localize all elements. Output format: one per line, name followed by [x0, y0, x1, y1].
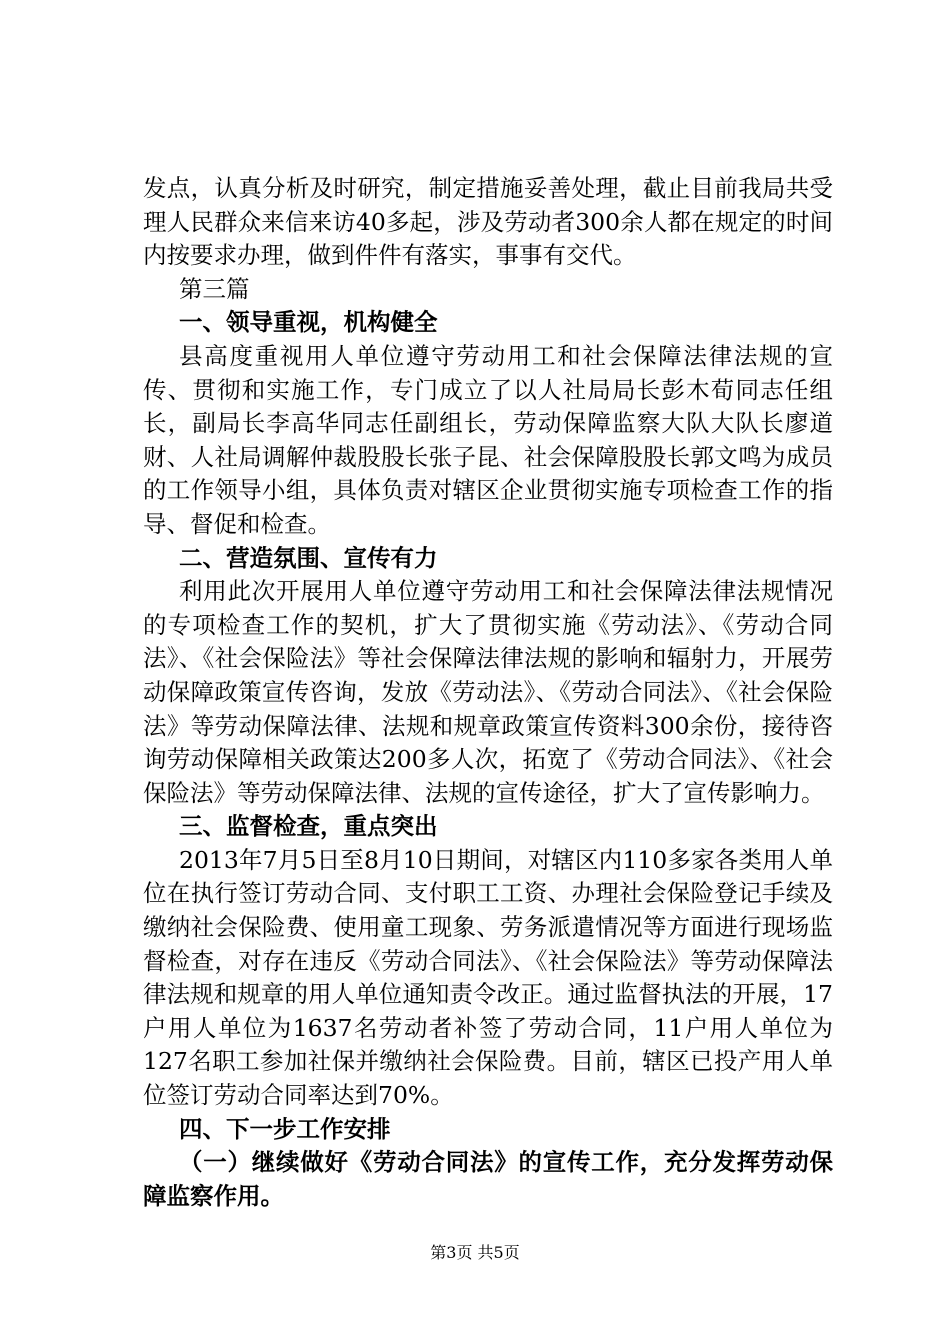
heading-next-steps: 四、下一步工作安排	[179, 1114, 391, 1143]
document-body	[143, 172, 833, 1213]
page-footer: 第3页 共5页	[430, 1243, 520, 1262]
heading-leadership: 一、领导重视，机构健全	[179, 308, 438, 337]
paragraph-inspection: 2013年7月5日至8月10日期间，对辖区内110多家各类用人单位在执行签订劳动合同、支付职工工资、办理社会保险登记手续及缴纳社会保险费、使用童工现象、劳务派遣情况等方面进行现场监督检查，对存在违反《劳动合同法》、《社会保险法》等劳动保障法律法规和规章的用人单位通知责令改正。通过监督执法的开展，17户用人单位为1637名劳动者补签了劳动合同，11户用人单位为127名职工参加社保并缴纳社会保险费。目前，辖区已投产用人单位签订劳动合同率达到70%。	[143, 845, 833, 1110]
heading-inspection: 三、监督检查，重点突出	[179, 812, 438, 841]
paragraph-publicity: 利用此次开展用人单位遵守劳动用工和社会保障法律法规情况的专项检查工作的契机，扩大了贯彻实施《劳动法》、《劳动合同法》、《社会保险法》等社会保障法律法规的影响和辐射力，开展劳动保障政策宣传咨询，发放《劳动法》、《劳动合同法》、《社会保险法》等劳动保障法律、法规和规章政策宣传资料300余份，接待咨询劳动保障相关政策达200多人次，拓宽了《劳动合同法》、《社会保险法》等劳动保障法律、法规的宣传途径，扩大了宣传影响力。	[143, 577, 833, 807]
heading-publicity: 二、营造氛围、宣传有力	[179, 543, 438, 572]
paragraph-continuation: 发点，认真分析及时研究，制定措施妥善处理，截止目前我局共受理人民群众来信来访40多起，涉及劳动者300余人都在规定的时间内按要求办理，做到件件有落实，事事有交代。	[143, 174, 833, 270]
paragraph-next-step-1: （一）继续做好《劳动合同法》的宣传工作，充分发挥劳动保障监察作用。	[143, 1148, 833, 1210]
section-label: 第三篇	[179, 274, 250, 303]
paragraph-leadership: 县高度重视用人单位遵守劳动用工和社会保障法律法规的宣传、贯彻和实施工作，专门成立了以人社局局长彭木荀同志任组长，副局长李高华同志任副组长，劳动保障监察大队大队长廖道财、人社局调解仲裁股股长张子昆、社会保障股股长郭文鸣为成员的工作领导小组，具体负责对辖区企业贯彻实施专项检查工作的指导、督促和检查。	[143, 341, 833, 538]
